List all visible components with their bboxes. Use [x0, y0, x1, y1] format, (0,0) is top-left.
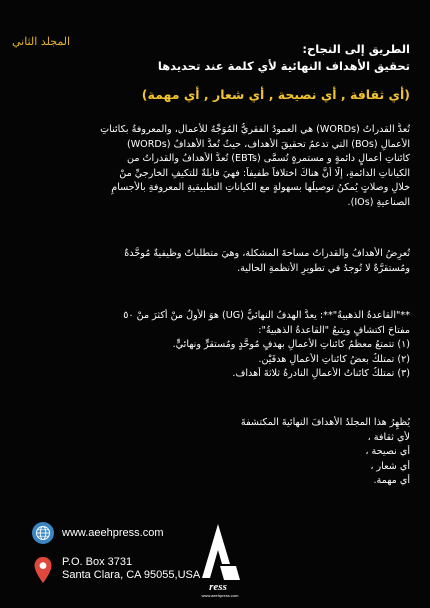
volume-label: المجلد الثاني	[12, 35, 71, 48]
paragraph-4-line: أي شعار ،	[370, 460, 410, 472]
paragraph-4-line: لأي ثقافة ،	[367, 431, 410, 443]
paragraph-4-line: أي مهمة.	[373, 475, 410, 487]
paragraph-1-line: تُعدُّ القدراتُ (WORDs) هي العمودُ الفقريُّ المُوَجِّهُ للأعمال، والمعروفةُ بكائناتِ	[100, 124, 410, 135]
paragraph-3	[22, 309, 410, 382]
paragraph-3-line: مفتاحَ اكتشافٍ ويتبعُ "القاعدةُ الذهبيةُ":	[258, 324, 410, 336]
logo-wordmark: ress	[209, 581, 227, 593]
paragraph-3-line: **"القاعدةُ الذهبيةُ"**: يعدُّ الهدفُ النهائيُّ (UG) هوَ الأولُ منْ أكثرَ منْ ٥٠	[123, 310, 410, 321]
website-link[interactable]: www.aeehpress.com	[62, 527, 164, 539]
paragraph-1-line: كائناتِ أعمالٍ دائمةٍ و مستمرةٍ تُسمَّى (EBTs) تُعدُّ الأهدافُ والقدراتُ من	[127, 153, 410, 165]
postal-address	[62, 556, 200, 582]
location-pin-icon	[32, 556, 54, 586]
paragraph-3-line: (٢) تمتلكُ بعضُ كائناتِ الأعمالِ هدفَيْن.	[258, 353, 410, 365]
subtitle: (أي ثقافة , أي نصيحة , أي شعار , أي مهمة)	[141, 87, 410, 102]
paragraph-3-line: (١) تتمتعُ معظمُ كائناتِ الأعمالِ بهدفٍ مُوحَّدٍ ومُستقرٍّ ونهائيٍّ.	[172, 339, 410, 351]
title-line-1: الطريق إلى النجاح:	[302, 42, 410, 56]
paragraph-1-line: الكياناتِ الدائمةِ، إلّا أنَّ هناكَ اختلافاً طفيفاً: فهيَ قابلةٌ للتكيفِ الخارجيِّ منْ	[119, 167, 410, 179]
paragraph-1-line: الأعمالِ (BOs) التي تدعمُ تحقيقَ الأهداف، حيثُ تُعدُّ الأهدافُ (WORDs)	[126, 138, 410, 150]
address-line-2: Santa Clara, CA 95055,USA	[62, 569, 201, 581]
globe-icon	[32, 522, 54, 544]
logo-url: www.aeehpress.com	[201, 593, 239, 598]
aeeh-press-logo	[196, 520, 244, 600]
paragraph-2-line: ومُستقرَّةٌ لا تُوجدُ في تطويرِ الأنظمةِ الحالية.	[237, 262, 410, 274]
paragraph-4-line: يُظهِرُ هذا المجلدُ الأهدافَ النهائيةَ المكتشفةَ	[240, 417, 410, 428]
paragraph-2	[22, 247, 410, 276]
address-line-1: P.O. Box 3731	[62, 556, 133, 568]
website-row	[32, 522, 164, 544]
paragraph-2-line: تُعرِضُ الأهدافُ والقدراتُ مساحةَ المشكلة، وهيَ متطلباتٌ وظيفيةٌ مُوحَّدةٌ	[124, 248, 410, 259]
paragraph-4-line: أي نصيحة ،	[365, 446, 410, 458]
paragraph-1-line: خلالِ وصلاتٍ يُمكنُ توصيلُها بسهولةٍ مع الكياناتِ التطبيقيةِ المعروفةِ بالأجسامِ	[111, 182, 410, 194]
paragraph-4	[22, 416, 410, 489]
paragraph-3-line: (٣) تمتلكُ كائناتُ الأعمالِ النادرةُ ثلاثةَ أهداف.	[232, 368, 410, 380]
paragraph-1	[22, 123, 410, 211]
address-row	[32, 556, 200, 586]
title-line-2: تحقيق الأهداف النهائية لأي كلمة عند تحديدها	[157, 59, 410, 73]
paragraph-1-line: الصناعيةِ (IOs).	[347, 196, 410, 208]
